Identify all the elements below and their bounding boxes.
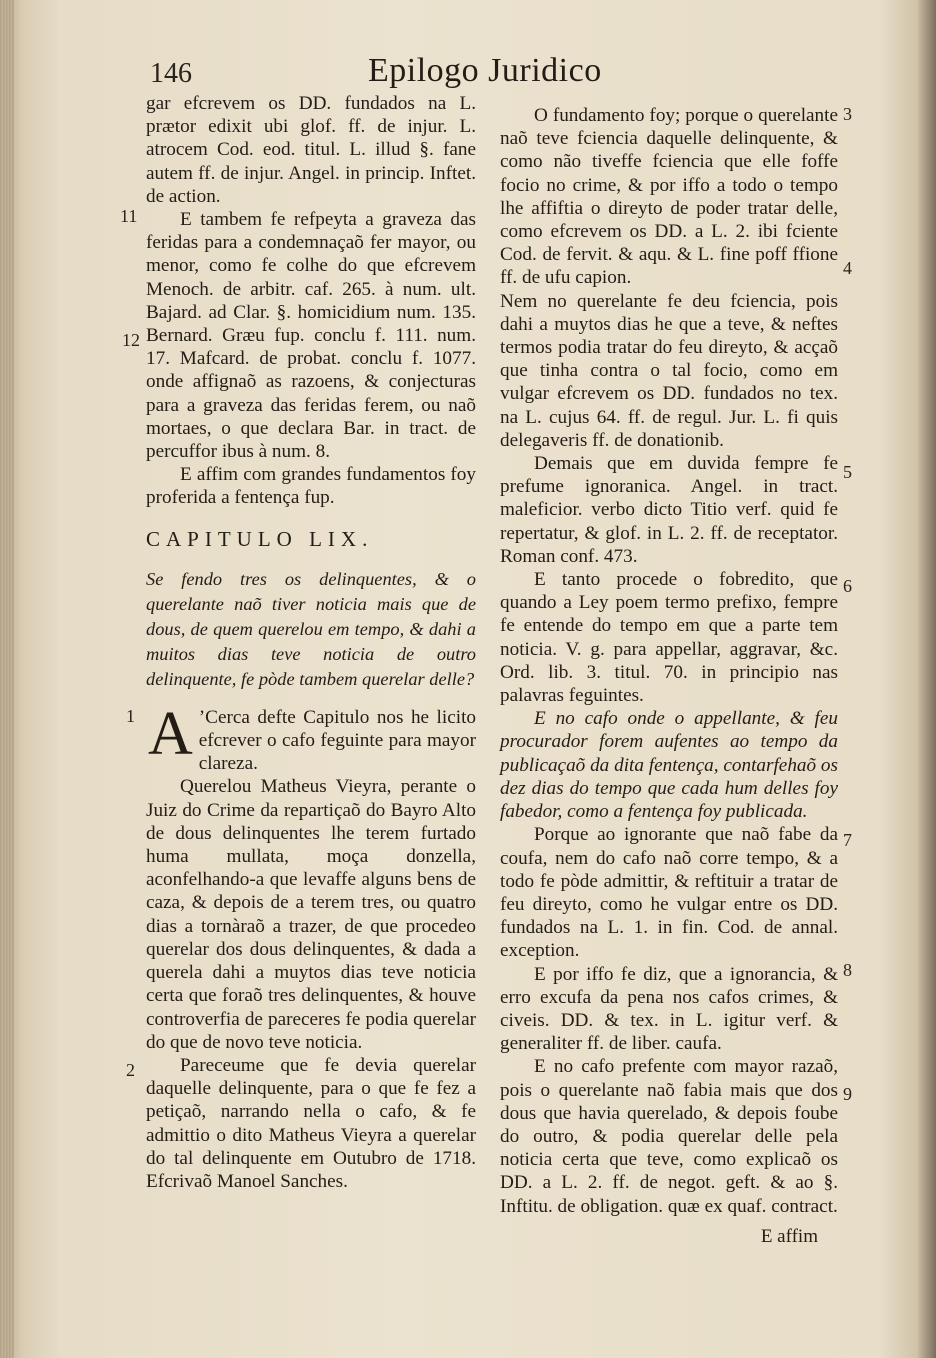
drop-cap: A (148, 699, 193, 768)
margin-number: 3 (843, 104, 852, 124)
margin-number: 9 (843, 1084, 852, 1104)
margin-number: 2 (126, 1060, 135, 1080)
page-edge-left (0, 0, 14, 1358)
paragraph: E affim com grandes fundamentos foy proferida a fentença fup. (146, 464, 476, 509)
paragraph: Demais que em duvida fempre fe prefume ignoranica. Angel. in tract. maleficior. verbo dicto Titio verf. quid fe repertatur, & glof. in L. 2. ff. de receptator. Roman conf. 473. (500, 453, 838, 567)
paragraph: E tambem fe refpeyta a graveza das feridas para a condemnaçaõ fer mayor, ou menor, como fe colhe do que efcrevem Menoch. de arbitr. caf. 265. à num. ult. Bajard. ad Clar. §. homicidium num. 135. Bernard. Græu fup. conclu f. 111. num. 17. Mafcard. de probat. conclu f. 1077. onde affignaõ as razoens, & conjecturas para a graveza das feridas ferem, ou naõ mortaes, o que declara Bar. in tract. de percuffor ibus à num. 8. (146, 209, 476, 463)
page-number: 146 (150, 58, 192, 89)
paragraph: Querelou Matheus Vieyra, perante o Juiz do Crime da repartiçaõ do Bayro Alto de dous delinquentes lhe terem furtado huma mullata, moça donzella, aconfelhando-a que levaffe alguns bens de caza, & depois de a terem tres, ou quatro dias a tornàraõ a trazer, de que procedeo querelar dos dous delinquentes, & dada a querela dahi a muytos dias teve noticia certa que foraõ tres delinquentes, & houve controverfia de pareceres fe podia querelar do que de novo teve noticia. (146, 776, 476, 1053)
opening-paragraph (146, 699, 476, 776)
margin-number: 8 (843, 960, 852, 980)
paragraph: ’Cerca defte Capitulo nos he licito efcrever o cafo feguinte para mayor clareza. (198, 706, 476, 775)
paragraph: E por iffo fe diz, que a ignorancia, & erro excufa da pena nos cafos crimes, & civeis. DD. & tex. in L. igitur verf. & generaliter ff. de liber. caufa. (500, 963, 838, 1055)
paragraph: E tanto procede o fobredito, que quando a Ley poem termo prefixo, fempre fe entende do tempo em que a parte tem noticia. V. g. para appellar, aggravar, &c. Ord. lib. 3. titul. 70. in principio nas palavras feguintes. (500, 569, 838, 707)
paragraph: Nem no querelante fe deu fciencia, pois dahi a muytos dias he que a teve, & neftes termos podia tratar do feu direyto, & acçaõ que tinha contra o tal focio, como em vulgar efcrevem os DD. fundados no tex. na L. cujus 64. ff. de regul. Jur. L. fi quis delegaveris ff. de donationib. (500, 290, 838, 451)
quoted-ordinance: E no cafo onde o appellante, & feu procurador forem aufentes ao tempo da publicaçaõ da dita fentença, contarfehaõ os dez dias do tempo que cada hum delles foy fabedor, como a fentença foy publicada. (500, 708, 838, 823)
margin-number: 6 (843, 576, 852, 596)
page-edge-right (918, 0, 936, 1358)
margin-number: 4 (843, 258, 852, 278)
chapter-question: Se fendo tres os delinquentes, & o querelante naõ tiver noticia mais que de dous, de quem querelou em tempo, & dahi a muitos dias teve noticia de outro delinquente, fe pòde tambem querelar delle? (146, 568, 476, 689)
paragraph: Pareceume que fe devia querelar daquelle delinquente, para o que fe fez a petiçaõ, narrando nella o cafo, & fe admittio o dito Matheus Vieyra a querelar do tal delinquente em Outubro de 1718. Efcrivaõ Manoel Sanches. (146, 1054, 476, 1192)
left-column (146, 92, 476, 1193)
paragraph: gar efcrevem os DD. fundados na L. prætor edixit ubi glof. ff. de injur. L. atrocem Cod. eod. titul. L. illud §. fane autem ff. de injur. Angel. in princip. Inftet. de action. (146, 93, 476, 207)
margin-number: 1 (126, 706, 135, 726)
paragraph: Porque ao ignorante que naõ fabe da coufa, nem do cafo naõ corre tempo, & a todo fe pòde admittir, & reftituir a tratar de feu direyto, como he vulgar entre os DD. fundados na L. 1. in fin. Cod. de annal. exception. (500, 824, 838, 962)
margin-number: 7 (843, 830, 852, 850)
margin-number: 12 (122, 330, 140, 350)
catchword: E affim (760, 1226, 818, 1247)
chapter-heading: CAPITULO LIX. (146, 526, 374, 551)
margin-number: 5 (843, 462, 852, 482)
running-title: Epilogo Juridico (368, 52, 602, 89)
paragraph: E no cafo prefente com mayor razaõ, pois o querelante naõ fabia mais que dos dous que havia querelado, & depois foube do outro, & podia querelar delle pela noticia certa que teve, como explicaõ os DD. a L. 2. ff. de negot. geft. & ao §. Inftitu. de obligation. quæ ex quaf. contract. (500, 1056, 838, 1217)
right-column (500, 104, 838, 1218)
margin-number: 11 (120, 206, 138, 226)
paragraph: O fundamento foy; porque o querelante naõ teve fciencia daquelle delinquente, & como não tiveffe fciencia que elle foffe focio no crime, & por iffo a todo o tempo lhe affiftia o direyto de poder tratar delle, como efcrevem os DD. a L. 2. ibi fciente Cod. de fervit. & aqu. & L. fine poff ffione ff. de ufu capion. (500, 105, 838, 289)
